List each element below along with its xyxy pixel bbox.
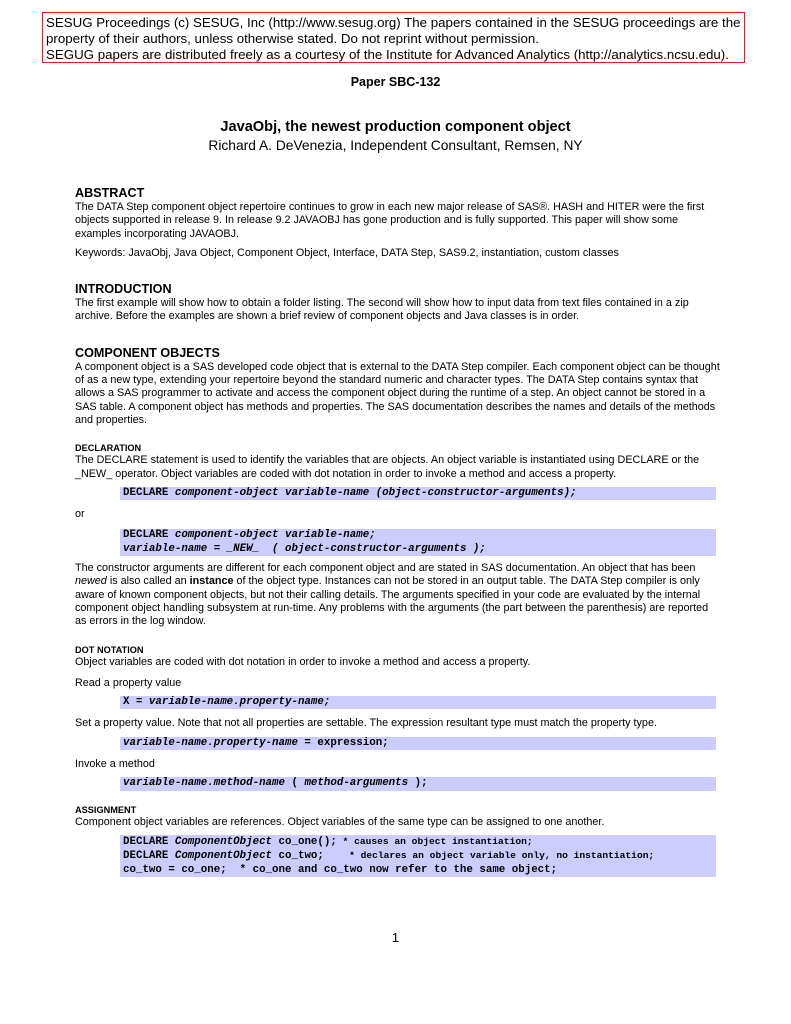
copyright-notice [42,12,745,63]
code-text: ( [284,777,305,790]
code-text: ); [408,777,428,790]
declare-code-block [120,487,716,500]
code-text: ( object-constructor-arguments ); [259,542,486,555]
code-text: = [207,542,227,555]
code-keyword: DECLARE [123,835,175,848]
code-text: ComponentObject [174,835,273,848]
invoke-method-code [120,777,716,790]
code-text: component-object variable-name; [174,529,376,542]
code-text: variable-name.method-name [123,777,285,790]
abstract-heading: ABSTRACT [75,186,145,200]
code-text: _NEW_ [226,542,260,555]
code-keyword: DECLARE [123,850,175,863]
dot-notation-body: Object variables are coded with dot notation in order to invoke a method and access a property. [75,655,531,668]
declaration-body: The DECLARE statement is used to identify the variables that are objects. An object variable is instantiated using DECLARE or the _NEW_ operator. Object variables are coded with dot notation in order to invoke a method and access a property. [75,454,700,480]
code-text: = expression; [297,736,389,749]
paper-id: Paper SBC-132 [350,75,441,89]
code-text: variable-name [123,542,208,555]
code-text: method-arguments [304,777,409,790]
paragraph-text: The constructor arguments are different for each component object and are stated in SAS documentation. An object that has been [75,562,696,575]
emphasis-instance: instance [189,575,234,588]
component-objects-heading: COMPONENT OBJECTS [75,345,220,360]
set-property-code [120,737,716,750]
code-keyword: DECLARE [123,529,169,542]
notice-line-3: SEGUG papers are distributed freely as a courtesy of the Institute for Advanced Analytics (http://analytics.ncsu.edu). [46,47,729,62]
code-text: co_two; [272,850,344,863]
code-text: component-object variable-name (object-constructor-arguments); [174,486,577,499]
assignment-code-block [120,835,716,877]
page-number: 1 [391,930,400,945]
code-keyword: DECLARE [123,486,169,499]
assignment-heading: ASSIGNMENT [75,804,137,815]
paper-author: Richard A. DeVenezia, Independent Consultant, Remsen, NY [208,138,583,153]
set-property-label: Set a property value. Note that not all properties are settable. The expression resultant type must match the property type. [75,717,657,730]
notice-line-1: SESUG Proceedings (c) SESUG, Inc (http://www.sesug.org) The papers contained in the SESUG proceedings are the [46,15,741,30]
code-text: variable-name.property-name; [148,696,331,709]
declare-new-code-block [120,529,716,556]
assignment-body: Component object variables are references. Object variables of the same type can be assigned to one another. [75,815,605,828]
invoke-method-label: Invoke a method [75,758,155,771]
paragraph-text: is also called an [106,575,190,588]
introduction-body: The first example will show how to obtain a folder listing. The second will show how to input data from text files contained in a zip archive. Before the examples are shown a brief review of component objects and Java classes is in order. [75,297,689,323]
code-text: co_two = co_one; * co_one and co_two now refer to the same object; [123,863,558,876]
abstract-body: The DATA Step component object repertoire continues to grow in each new major release of SAS®. HASH and HITER were the first objects supported in release 9. In release 9.2 JAVAOBJ has gone production and is fully supported. This paper will show some examples incorporating JAVAOBJ. [75,201,705,240]
paper-title: JavaObj, the newest production component object [220,119,571,135]
paper-body [75,186,720,877]
read-property-label: Read a property value [75,676,182,689]
code-comment: * declares an object variable only, no instantiation; [343,850,655,862]
code-text: variable-name.property-name [123,736,298,749]
code-text: ComponentObject [174,850,273,863]
dot-notation-heading: DOT NOTATION [75,644,144,655]
paragraph-text: of the object type. Instances can not be stored in an output table. The DATA Step compiler is only aware of known component objects, but not their calling details. The arguments specified in your code are evaluated by the internal component object handling subsystem at run-time. Any problems with the arguments (the part between the parenthesis) are reported as errors in the log window. [75,575,709,628]
or-text: or [75,508,85,521]
code-comment: * causes an object instantiation; [336,835,533,847]
component-objects-body: A component object is a SAS developed code object that is external to the DATA Step compiler. Each component object can be thought of as a new type, extending your repertoire beyond the standard numeric and character types. The DATA Step contains syntax that allows a SAS programmer to activate and access the component object during the runtime of a step. An object cannot be stored in a SAS table. A component object has methods and properties. The SAS documentation describes the names and details of the methods and properties. [75,360,720,426]
read-property-code [120,696,716,709]
keywords: Keywords: JavaObj, Java Object, Component Object, Interface, DATA Step, SAS9.2, instantiation, custom classes [75,246,619,259]
notice-line-2: property of their authors, unless otherwise stated. Do not reprint without permission. [46,31,539,46]
code-text: X = [123,696,149,709]
code-text: co_one(); [272,835,337,848]
constructor-paragraph [75,562,720,628]
declaration-heading: DECLARATION [75,443,142,454]
introduction-heading: INTRODUCTION [75,282,172,297]
emphasis-newed: newed [75,575,107,588]
